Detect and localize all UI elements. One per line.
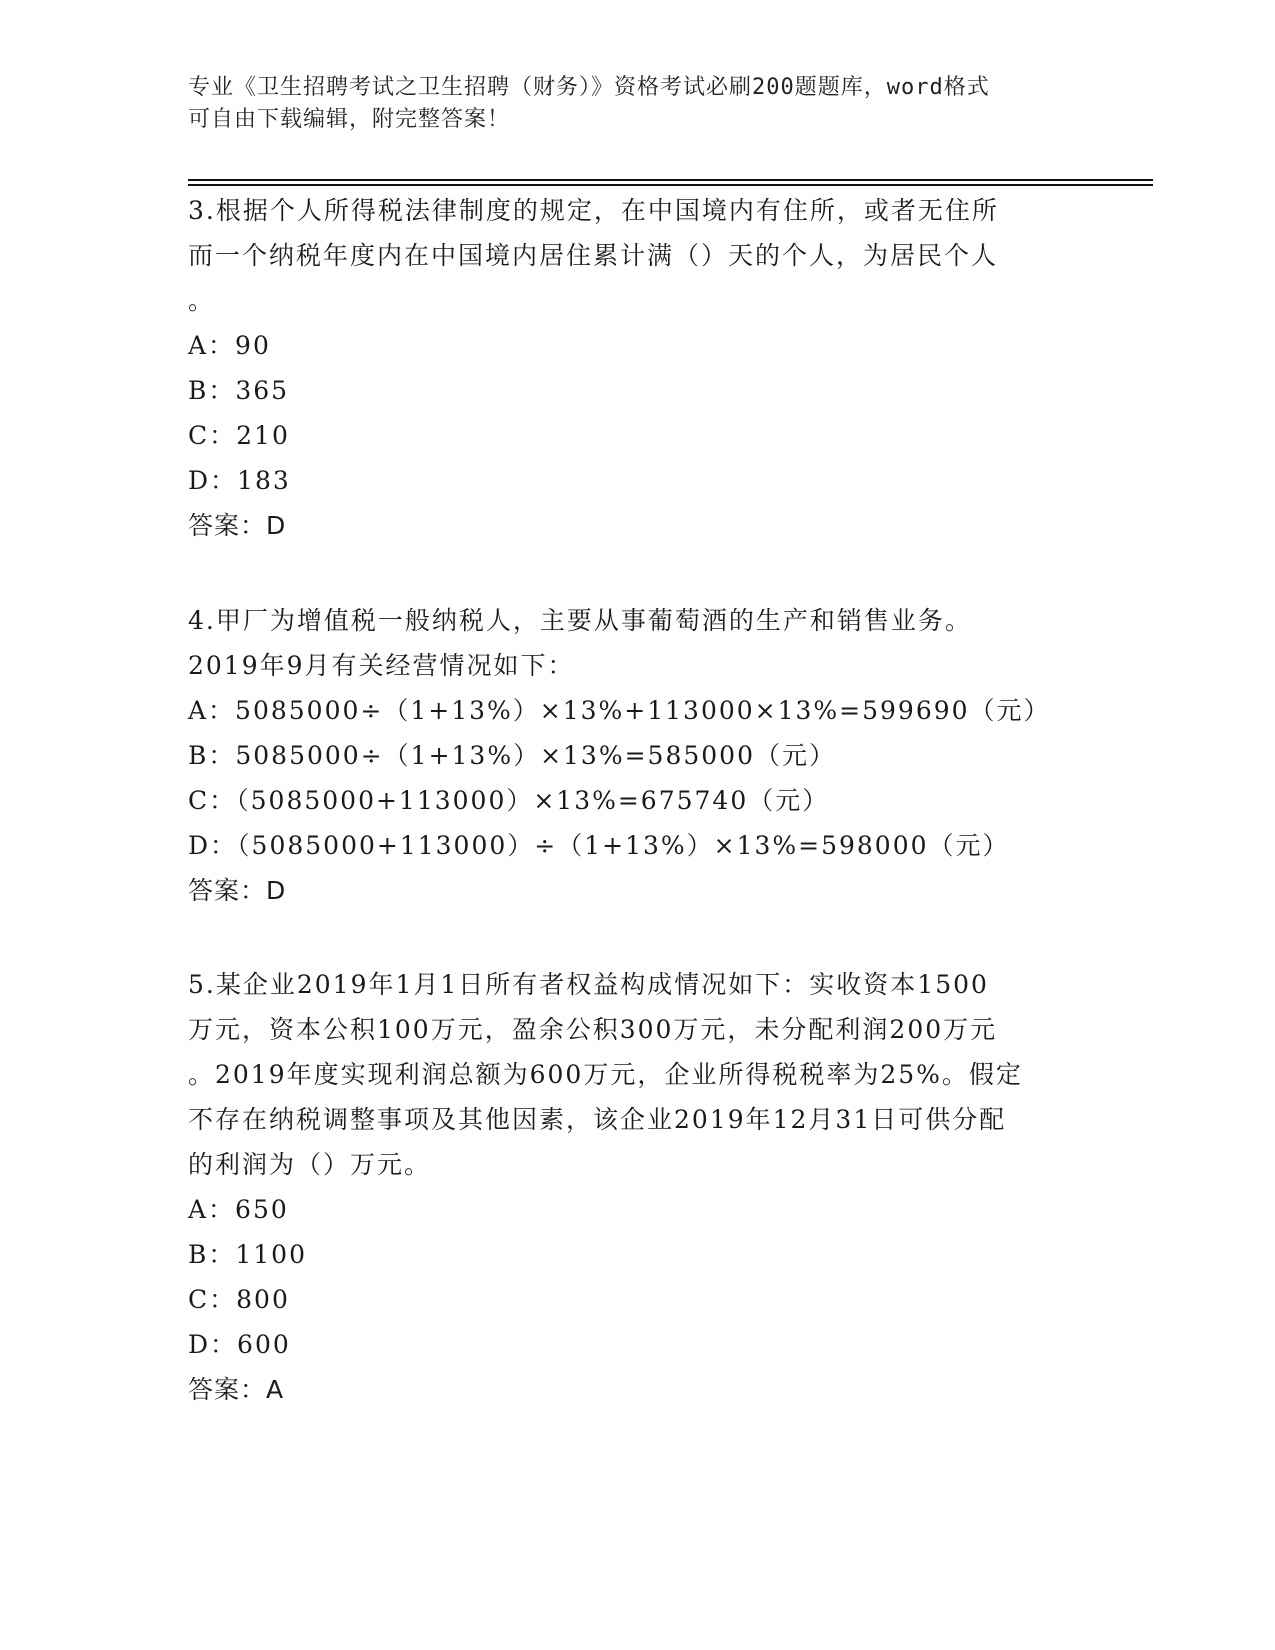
option-c: C：210 xyxy=(188,421,290,450)
option-d: D：600 xyxy=(188,1330,291,1359)
header-title-line-2: 可自由下载编辑，附完整答案！ xyxy=(188,107,511,132)
answer-line: 答案：D xyxy=(188,511,287,540)
question-stem-line: 2019年9月有关经营情况如下： xyxy=(188,651,575,680)
option-b: B：365 xyxy=(188,376,290,405)
question-stem-line: 而一个纳税年度内在中国境内居住累计满（）天的个人，为居民个人 xyxy=(188,241,999,270)
question-stem-line: 万元，资本公积100万元，盈余公积300万元，未分配利润200万元 xyxy=(188,1015,998,1044)
question-stem-line: 不存在纳税调整事项及其他因素，该企业2019年12月31日可供分配 xyxy=(188,1105,1007,1134)
option-c: C：（5085000+113000）×13%=675740（元） xyxy=(188,786,830,815)
question-block-4 xyxy=(188,598,1088,913)
question-stem-line: 3.根据个人所得税法律制度的规定，在中国境内有住所，或者无住所 xyxy=(188,196,999,225)
header-divider-bottom xyxy=(188,184,1153,186)
question-stem-line: 的利润为（）万元。 xyxy=(188,1150,432,1179)
option-c: C：800 xyxy=(188,1285,290,1314)
option-a: A：650 xyxy=(188,1195,289,1224)
option-b: B：5085000÷（1+13%）×13%=585000（元） xyxy=(188,741,836,770)
document-header xyxy=(188,72,1068,136)
option-d: D：（5085000+113000）÷（1+13%）×13%=598000（元） xyxy=(188,831,1010,860)
option-d: D：183 xyxy=(188,466,291,495)
answer-line: 答案：D xyxy=(188,876,287,905)
header-title-line-1: 专业《卫生招聘考试之卫生招聘（财务）》资格考试必刷200题题库，word格式 xyxy=(188,75,990,100)
answer-line: 答案：A xyxy=(188,1375,285,1404)
header-divider-top xyxy=(188,179,1153,181)
question-stem-line: 5.某企业2019年1月1日所有者权益构成情况如下：实收资本1500 xyxy=(188,970,989,999)
option-a: A：90 xyxy=(188,331,271,360)
option-a: A：5085000÷（1+13%）×13%+113000×13%=599690（元） xyxy=(188,696,1051,725)
question-stem-line: 。 xyxy=(188,286,216,315)
question-stem-line: 4.甲厂为增值税一般纳税人，主要从事葡萄酒的生产和销售业务。 xyxy=(188,606,972,635)
option-b: B：1100 xyxy=(188,1240,307,1269)
question-stem-line: 。2019年度实现利润总额为600万元，企业所得税税率为25%。假定 xyxy=(188,1060,1023,1089)
question-block-5 xyxy=(188,962,1088,1412)
question-block-3 xyxy=(188,188,1088,548)
